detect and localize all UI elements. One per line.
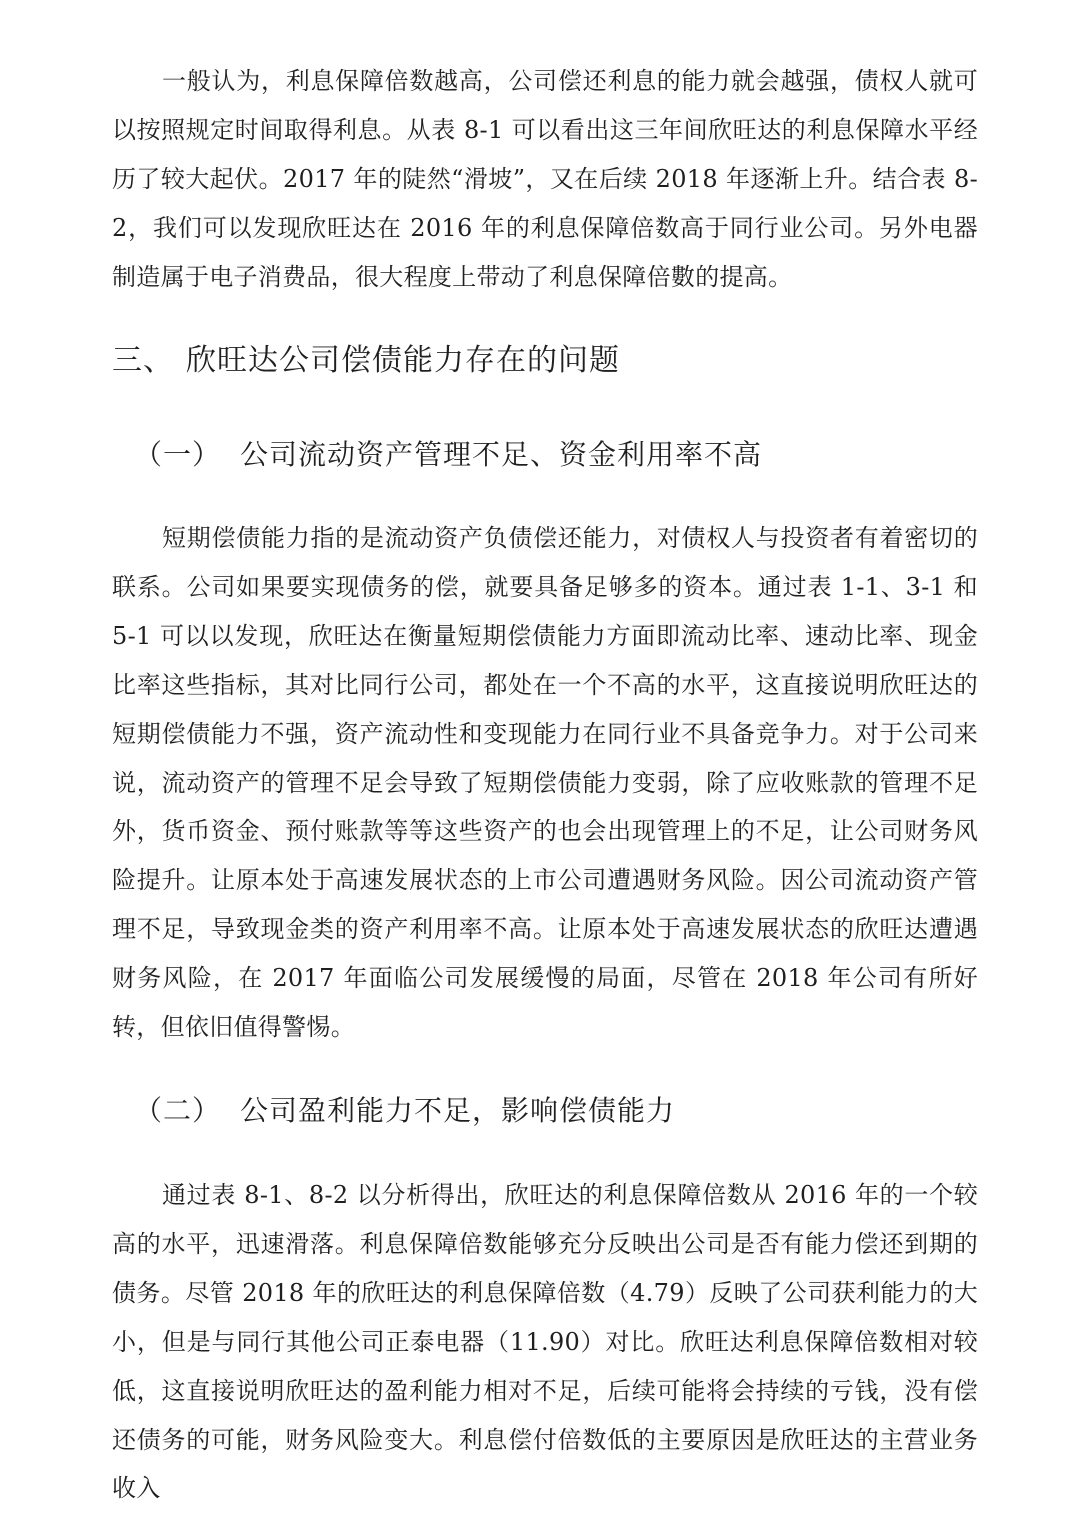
section-heading [112, 337, 620, 385]
paragraph-profitability: 通过表 8-1、8-2 以分析得出，欣旺达的利息保障倍数从 2016 年的一个较高的水平，迅速滑落。利息保障倍数能够充分反映出公司是否有能力偿还到期的债务。尽管 2018 年的欣旺达的利息保障倍数（4.79）反映了公司获利能力的大小，但是与同行其他公司正泰电器（11.90）对比。欣旺达利息保障倍数相对较低，这直接说明欣旺达的盈利能力相对不足，后续可能将会持续的亏钱，没有偿还债务的可能，财务风险变大。利息偿付倍数低的主要原因是欣旺达的主营业务收入 [112, 1181, 978, 1503]
subsection-number-2: （二） [134, 1094, 222, 1127]
section-title: 欣旺达公司偿债能力存在的问题 [186, 343, 620, 378]
subsection-title-1: 公司流动资产管理不足、资金利用率不高 [240, 438, 763, 471]
subsection-heading-1 [134, 433, 762, 477]
paragraph-interest-coverage-intro: 一般认为，利息保障倍数越高，公司偿还利息的能力就会越强，债权人就可以按照规定时间取得利息。从表 8-1 可以看出这三年间欣旺达的利息保障水平经历了较大起伏。2017 年的陡然“滑坡”，又在后续 2018 年逐渐上升。结合表 8-2，我们可以发现欣旺达在 2016 年的利息保障倍数高于同行业公司。另外电器制造属于电子消费品，很大程度上带动了利息保障倍數的提高。 [112, 67, 978, 291]
subsection-title-2: 公司盈利能力不足，影响偿债能力 [240, 1094, 676, 1127]
paragraph-short-term-solvency: 短期偿债能力指的是流动资产负债偿还能力，对债权人与投资者有着密切的联系。公司如果要实现债务的偿，就要具备足够多的资本。通过表 1-1、3-1 和 5-1 可以以发现，欣旺达在衡量短期偿债能力方面即流动比率、速动比率、现金比率这些指标，其对比同行公司，都处在一个不高的水平，这直接说明欣旺达的短期偿债能力不强，资产流动性和变现能力在同行业不具备竞争力。对于公司来说，流动资产的管理不足会导致了短期偿债能力变弱，除了应收账款的管理不足外，货币资金、预付账款等等这些资产的也会出现管理上的不足，让公司财务风险提升。让原本处于高速发展状态的上市公司遭遇财务风险。因公司流动资产管理不足，导致现金类的资产利用率不高。让原本处于高速发展状态的欣旺达遭遇财务风险，在 2017 年面临公司发展缓慢的局面，尽管在 2018 年公司有所好转，但依旧值得警惕。 [112, 524, 978, 1042]
subsection-heading-2 [134, 1089, 675, 1133]
section-number: 三、 [112, 343, 174, 378]
subsection-number-1: （一） [134, 438, 222, 471]
